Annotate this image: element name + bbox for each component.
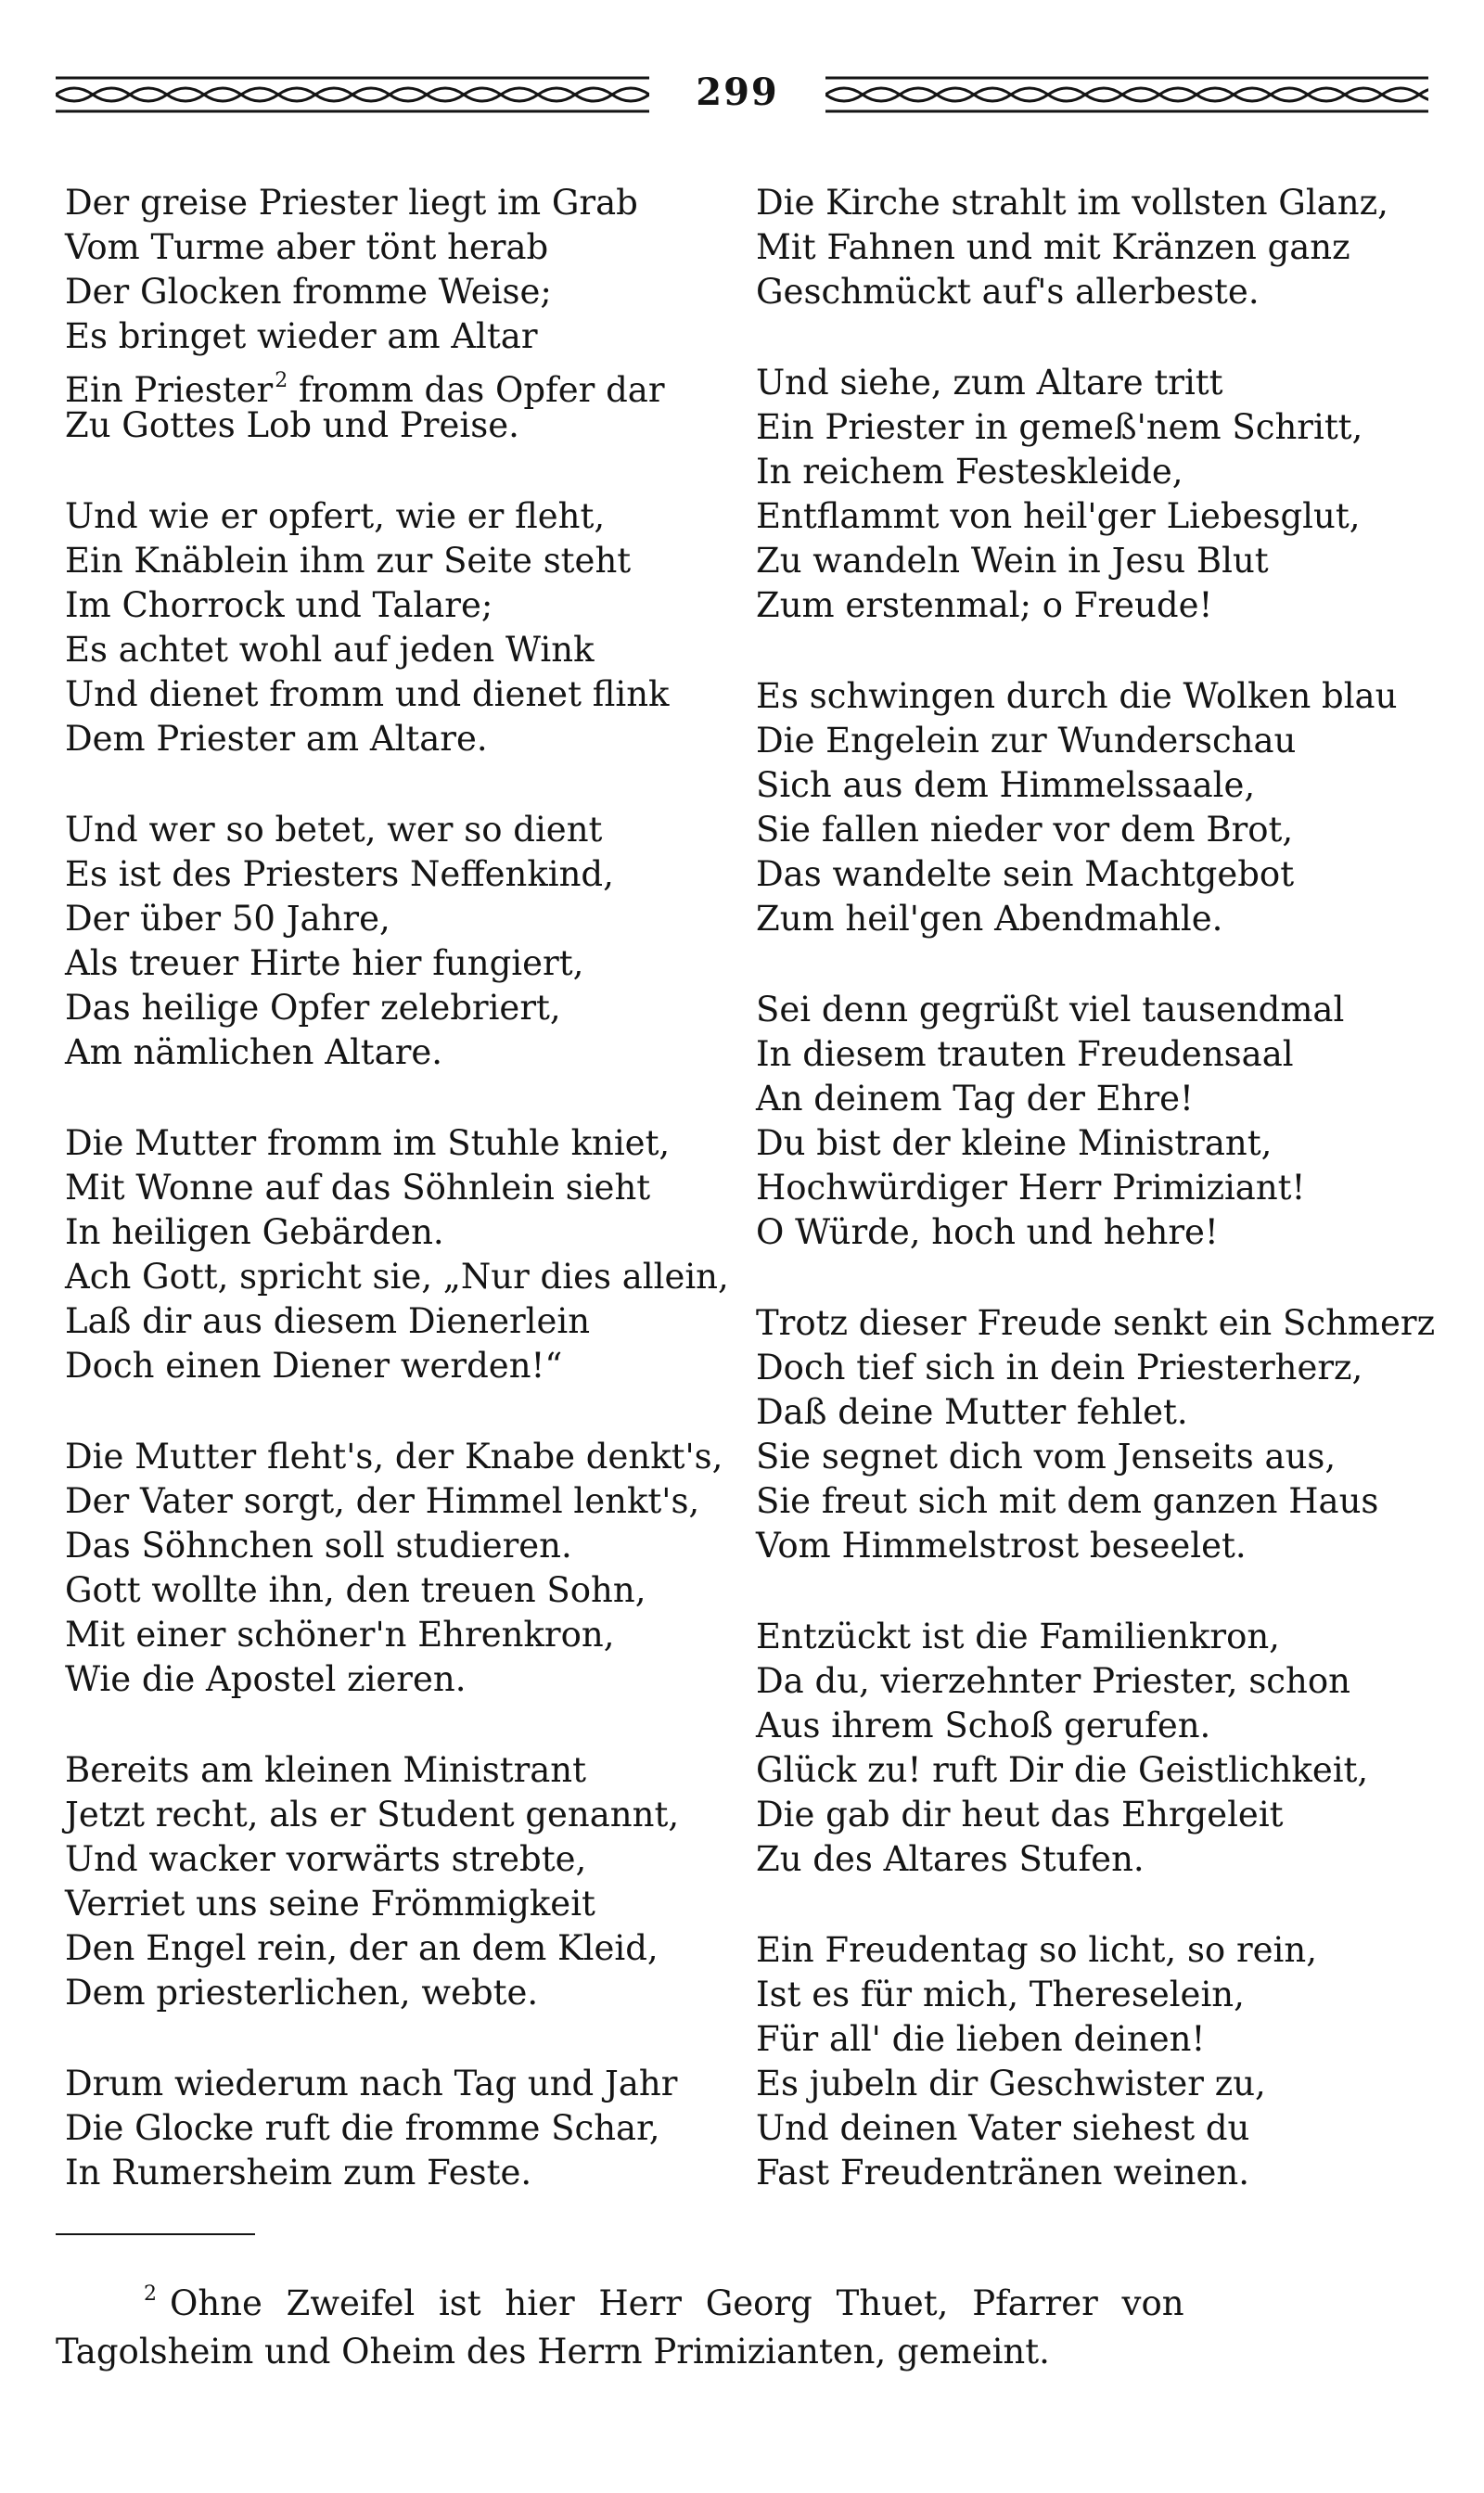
verse-line: Drum wiederum nach Tag und Jahr xyxy=(65,2064,678,2103)
verse-line: Hochwürdiger Herr Primiziant! xyxy=(756,1168,1306,1208)
verse-line: In reichem Festeskleide, xyxy=(756,452,1183,492)
stanza xyxy=(65,1435,742,1702)
verse-line: Geschmückt auf's allerbeste. xyxy=(756,272,1260,312)
verse-line: Daß deine Mutter fehlet. xyxy=(756,1392,1188,1432)
verse-line: Und wie er opfert, wie er fleht, xyxy=(65,496,606,536)
verse-line: Mit einer schöner'n Ehrenkron, xyxy=(65,1615,615,1655)
verse-line: Die Mutter fromm im Stuhle kniet, xyxy=(65,1123,671,1163)
verse-line: Im Chorrock und Talare; xyxy=(65,585,493,625)
verse-line: Die Glocke ruft die fromme Schar, xyxy=(65,2108,660,2148)
verse-line: Und wacker vorwärts strebte, xyxy=(65,1839,587,1879)
verse-line: Bereits am kleinen Ministrant xyxy=(65,1750,587,1790)
verse-line: Doch tief sich in dein Priesterherz, xyxy=(756,1348,1363,1387)
poem-column-right xyxy=(756,181,1436,2242)
footnote xyxy=(56,2270,1428,2376)
verse-line: Sie fallen nieder vor dem Brot, xyxy=(756,810,1294,850)
stanza xyxy=(65,1748,742,2015)
verse-line: Der greise Priester liegt im Grab xyxy=(65,183,638,223)
ornament-left xyxy=(56,72,649,117)
stanza xyxy=(65,181,742,448)
verse-line: Und siehe, zum Altare tritt xyxy=(756,363,1223,403)
verse-line: Mit Fahnen und mit Kränzen ganz xyxy=(756,227,1350,267)
verse-line: O Würde, hoch und hehre! xyxy=(756,1212,1219,1252)
footnote-text-1: Ohne Zweifel ist hier Herr Georg Thuet, Pfarrer von xyxy=(170,2283,1184,2323)
verse-line: Zum heil'gen Abendmahle. xyxy=(756,899,1223,939)
footnote-line-1 xyxy=(56,2270,1428,2328)
footnote-reference: 2 xyxy=(275,369,288,392)
verse-line: Vom Himmelstrost beseelet. xyxy=(756,1526,1247,1566)
stanza xyxy=(65,808,742,1075)
verse-line: Doch einen Diener werden!“ xyxy=(65,1346,563,1386)
verse-line: In diesem trauten Freudensaal xyxy=(756,1034,1294,1074)
verse-line: Entflammt von heil'ger Liebesglut, xyxy=(756,496,1361,536)
page-number: 299 xyxy=(696,70,779,114)
verse-line: Aus ihrem Schoß gerufen. xyxy=(756,1706,1211,1745)
verse-line: Du bist der kleine Ministrant, xyxy=(756,1123,1273,1163)
verse-line: Ist es für mich, Thereselein, xyxy=(756,1975,1245,2014)
verse-line: Zu wandeln Wein in Jesu Blut xyxy=(756,541,1269,581)
verse-line: In heiligen Gebärden. xyxy=(65,1212,444,1252)
verse-line: Die gab dir heut das Ehrgeleit xyxy=(756,1795,1284,1835)
verse-line: Sie freut sich mit dem ganzen Haus xyxy=(756,1481,1379,1521)
stanza xyxy=(65,494,742,761)
stanza xyxy=(756,181,1433,314)
verse-line: Und wer so betet, wer so dient xyxy=(65,810,603,850)
verse-line: Zu des Altares Stufen. xyxy=(756,1839,1145,1879)
verse-line: Sie segnet dich vom Jenseits aus, xyxy=(756,1437,1337,1477)
stanza xyxy=(756,1301,1436,1568)
poem-column-left xyxy=(65,181,742,2242)
verse-line: Die Mutter fleht's, der Knabe denkt's, xyxy=(65,1437,723,1477)
verse-line: Am nämlichen Altare. xyxy=(65,1032,443,1072)
stanza xyxy=(756,361,1433,628)
verse-line: Und deinen Vater siehest du xyxy=(756,2108,1250,2148)
verse-line: Zu Gottes Lob und Preise. xyxy=(65,405,519,445)
stanza xyxy=(65,1121,742,1388)
footnote-marker: 2 xyxy=(144,2282,157,2306)
verse-line: Sich aus dem Himmelssaale, xyxy=(756,765,1256,805)
verse-line: In Rumersheim zum Feste. xyxy=(65,2153,532,2193)
verse-line: Es schwingen durch die Wolken blau xyxy=(756,676,1398,716)
verse-line: Die Engelein zur Wunderschau xyxy=(756,721,1297,761)
verse-line: Für all' die lieben deinen! xyxy=(756,2019,1206,2059)
verse-line: Ein Priester$^2$ fromm das Opfer dar xyxy=(65,369,665,410)
verse-line: Das Söhnchen soll studieren. xyxy=(65,1526,572,1566)
page-header xyxy=(56,67,1428,126)
verse-line: Das heilige Opfer zelebriert, xyxy=(65,988,561,1028)
verse-line: Ach Gott, spricht sie, „Nur dies allein, xyxy=(65,1257,729,1297)
verse-line: Mit Wonne auf das Söhnlein sieht xyxy=(65,1168,651,1208)
verse-line: Da du, vierzehnter Priester, schon xyxy=(756,1661,1350,1701)
verse-line: Als treuer Hirte hier fungiert, xyxy=(65,943,584,983)
stanza xyxy=(756,1928,1433,2195)
verse-line: Der über 50 Jahre, xyxy=(65,899,390,939)
verse-line: Ein Knäblein ihm zur Seite steht xyxy=(65,541,632,581)
verse-line: Die Kirche strahlt im vollsten Glanz, xyxy=(756,183,1388,223)
verse-line: Ein Freudentag so licht, so rein, xyxy=(756,1930,1317,1970)
verse-line: Es ist des Priesters Neffenkind, xyxy=(65,854,614,894)
verse-line: Laß dir aus diesem Dienerlein xyxy=(65,1301,591,1341)
verse-line: Vom Turme aber tönt herab xyxy=(65,227,549,267)
verse-line: Ein Priester in gemeß'nem Schritt, xyxy=(756,407,1363,447)
verse-line: Trotz dieser Freude senkt ein Schmerz xyxy=(756,1303,1436,1343)
verse-line: Jetzt recht, als er Student genannt, xyxy=(65,1795,680,1835)
stanza xyxy=(756,674,1433,941)
verse-line: Sei denn gegrüßt viel tausendmal xyxy=(756,990,1345,1029)
verse-line: Der Vater sorgt, der Himmel lenkt's, xyxy=(65,1481,700,1521)
verse-line: Es bringet wieder am Altar xyxy=(65,316,538,356)
stanza xyxy=(756,1615,1433,1882)
verse-line: Wie die Apostel zieren. xyxy=(65,1659,467,1699)
verse-line: Dem Priester am Altare. xyxy=(65,719,488,759)
ornament-right xyxy=(825,72,1428,117)
verse-line: Dem priesterlichen, webte. xyxy=(65,1973,539,2013)
verse-line: An deinem Tag der Ehre! xyxy=(756,1079,1194,1119)
verse-line: Das wandelte sein Machtgebot xyxy=(756,854,1295,894)
verse-line: Den Engel rein, der an dem Kleid, xyxy=(65,1928,659,1968)
verse-line: Es achtet wohl auf jeden Wink xyxy=(65,630,595,670)
stanza xyxy=(756,988,1433,1255)
verse-line: Glück zu! ruft Dir die Geistlichkeit, xyxy=(756,1750,1369,1790)
verse-line: Und dienet fromm und dienet flink xyxy=(65,674,670,714)
stanza xyxy=(65,2062,742,2195)
verse-line: Der Glocken fromme Weise; xyxy=(65,272,552,312)
verse-line: Gott wollte ihn, den treuen Sohn, xyxy=(65,1570,646,1610)
footnote-line-2: Tagolsheim und Oheim des Herrn Primizianten, gemeint. xyxy=(56,2332,1050,2372)
verse-line: Fast Freudentränen weinen. xyxy=(756,2153,1249,2193)
footnote-rule xyxy=(56,2233,255,2235)
verse-line: Entzückt ist die Familienkron, xyxy=(756,1617,1280,1656)
verse-line: Zum erstenmal; o Freude! xyxy=(756,585,1213,625)
verse-line: Verriet uns seine Frömmigkeit xyxy=(65,1884,595,1924)
verse-line: Es jubeln dir Geschwister zu, xyxy=(756,2064,1266,2103)
